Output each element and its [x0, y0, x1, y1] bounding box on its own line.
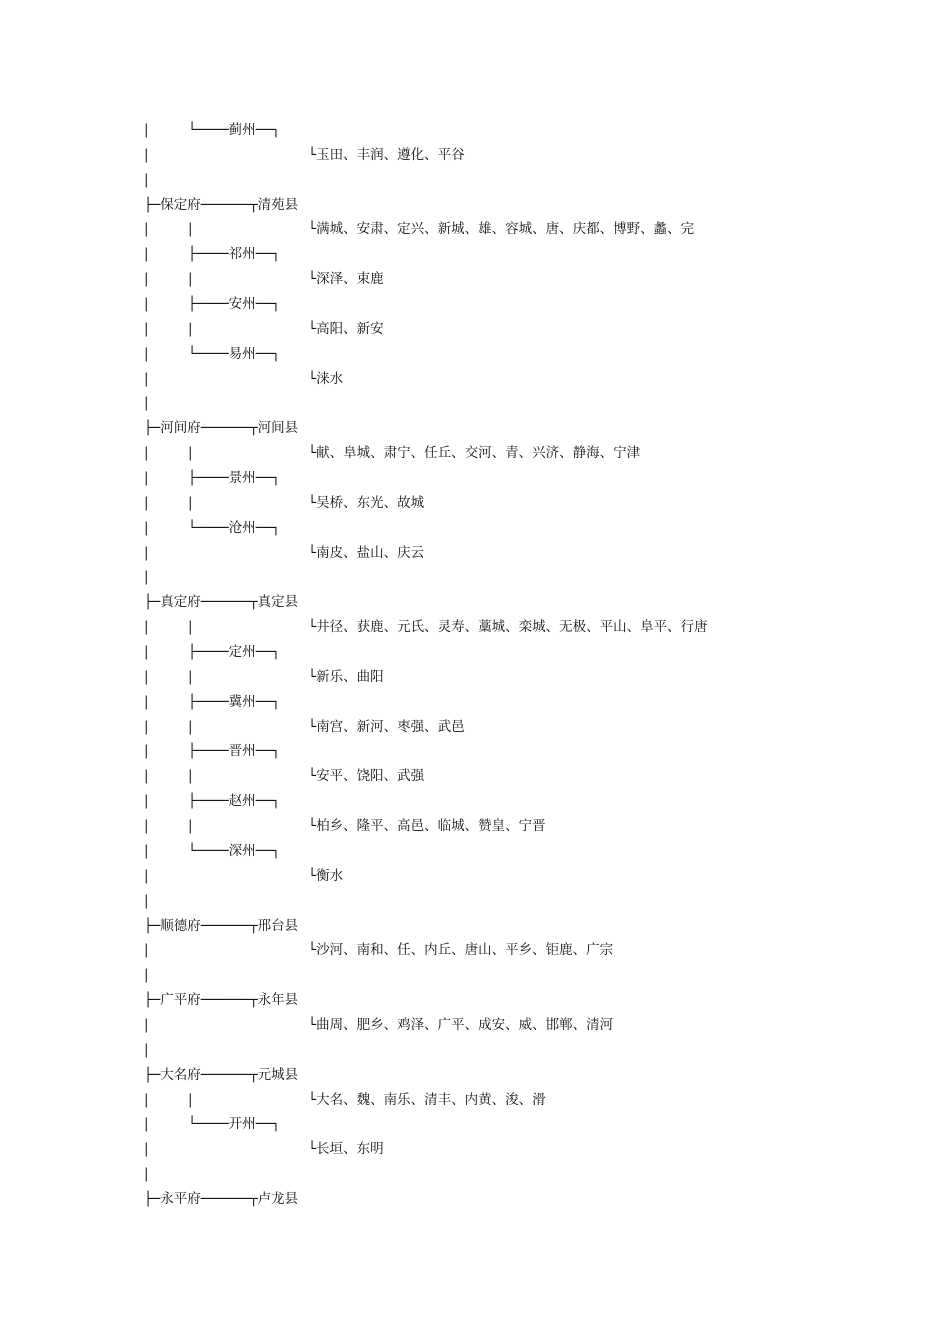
- tree-line: [144, 217, 924, 242]
- tree-line-c1: ├────祁州──┐: [188, 246, 281, 263]
- tree-line: [144, 1137, 924, 1162]
- tree-line-c2: └高阳、新安: [308, 320, 384, 337]
- tree-line: [144, 541, 924, 566]
- tree-line: [144, 193, 924, 218]
- tree-line-c1: ├────晋州──┐: [188, 743, 281, 760]
- tree-line: [144, 640, 924, 665]
- tree-line-c0: |: [144, 644, 149, 661]
- tree-line-c0: ├─广平府──────┬永年县: [144, 992, 299, 1009]
- tree-line: [144, 466, 924, 491]
- tree-line: [144, 491, 924, 516]
- tree-line: [144, 665, 924, 690]
- tree-line-c0: ├─顺德府──────┬邢台县: [144, 917, 299, 934]
- tree-line-c2: └柏乡、隆平、高邑、临城、赞皇、宁晋: [308, 818, 546, 835]
- tree-line-c1: └────深州──┐: [188, 842, 281, 859]
- tree-line: [144, 715, 924, 740]
- tree-line: [144, 1038, 924, 1063]
- tree-line-c2: └沙河、南和、任、内丘、唐山、平乡、钜鹿、广宗: [308, 942, 614, 959]
- tree-line: [144, 292, 924, 317]
- tree-line: [144, 416, 924, 441]
- tree-line-c2: └衡水: [308, 867, 344, 884]
- tree-line-c1: ├────安州──┐: [188, 296, 281, 313]
- tree-line-c0: |: [144, 942, 149, 959]
- tree-line: [144, 143, 924, 168]
- tree-line-c2: └涞水: [308, 370, 344, 387]
- tree-line: [144, 615, 924, 640]
- tree-line-c0: |: [144, 967, 149, 984]
- tree-line-c0: |: [144, 569, 149, 586]
- tree-line: [144, 1063, 924, 1088]
- tree-line-c0: |: [144, 370, 149, 387]
- tree-line-c0: |: [144, 146, 149, 163]
- tree-line: [144, 367, 924, 392]
- tree-line-c0: |: [144, 768, 149, 785]
- tree-line-c0: |: [144, 296, 149, 313]
- tree-line-c0: |: [144, 743, 149, 760]
- tree-line-c1: |: [188, 494, 193, 511]
- tree-line-c1: ├────赵州──┐: [188, 793, 281, 810]
- tree-line: [144, 317, 924, 342]
- tree-line-c0: ├─真定府──────┬真定县: [144, 594, 299, 611]
- tree-line-c1: |: [188, 818, 193, 835]
- tree-line-c1: ├────定州──┐: [188, 644, 281, 661]
- tree-line-c0: |: [144, 1116, 149, 1133]
- tree-line: [144, 391, 924, 416]
- tree-line-c0: |: [144, 867, 149, 884]
- tree-line-c0: |: [144, 122, 149, 138]
- tree-line-c0: ├─保定府──────┬清苑县: [144, 196, 299, 213]
- tree-line-c2: └曲周、肥乡、鸡泽、广平、成安、威、邯郸、清河: [308, 1016, 614, 1033]
- tree-line-c2: └长垣、东明: [308, 1141, 384, 1158]
- tree-line-c0: |: [144, 271, 149, 288]
- tree-line: [144, 690, 924, 715]
- tree-line-c1: ├────冀州──┐: [188, 693, 281, 710]
- tree-line-c0: |: [144, 221, 149, 238]
- tree-line-c1: └────开州──┐: [188, 1116, 281, 1133]
- tree-line: [144, 889, 924, 914]
- tree-line-c2: └深泽、束鹿: [308, 271, 384, 288]
- tree-line: [144, 814, 924, 839]
- tree-line-c0: |: [144, 494, 149, 511]
- tree-line-c0: ├─永平府──────┬卢龙县: [144, 1190, 299, 1207]
- tree-line: [144, 168, 924, 193]
- tree-line-c0: |: [144, 1166, 149, 1183]
- tree-line-c0: |: [144, 1091, 149, 1108]
- tree-line-c0: |: [144, 544, 149, 561]
- tree-line: [144, 565, 924, 590]
- tree-line-c2: └吴桥、东光、故城: [308, 494, 425, 511]
- tree-line-c1: |: [188, 619, 193, 636]
- tree-line: [144, 764, 924, 789]
- tree-line-c0: |: [144, 470, 149, 487]
- tree-line-c0: |: [144, 693, 149, 710]
- tree-line: [144, 342, 924, 367]
- tree-line: [144, 839, 924, 864]
- tree-line: [144, 1187, 924, 1212]
- tree-line-c2: └南宫、新河、枣强、武邑: [308, 718, 465, 735]
- tree-line-c2: └南皮、盐山、庆云: [308, 544, 425, 561]
- tree-line-c0: |: [144, 171, 149, 188]
- tree-line-c2: └玉田、丰润、遵化、平谷: [308, 146, 465, 163]
- tree-line: [144, 789, 924, 814]
- tree-line-c1: ├────景州──┐: [188, 470, 281, 487]
- tree-line: [144, 988, 924, 1013]
- tree-line: [144, 242, 924, 267]
- tree-line-c0: |: [144, 668, 149, 685]
- tree-line-c1: |: [188, 668, 193, 685]
- tree-line-c0: |: [144, 892, 149, 909]
- tree-line: [144, 516, 924, 541]
- tree-line-c0: |: [144, 345, 149, 362]
- tree-line-c0: |: [144, 445, 149, 462]
- tree-line: [144, 118, 924, 143]
- tree-line-c1: |: [188, 221, 193, 238]
- tree-line-c0: |: [144, 320, 149, 337]
- tree-line-c0: |: [144, 1141, 149, 1158]
- tree-line-c0: |: [144, 395, 149, 412]
- tree-line: [144, 1162, 924, 1187]
- tree-line-c0: |: [144, 842, 149, 859]
- tree-line-c2: └安平、饶阳、武强: [308, 768, 425, 785]
- tree-line-c1: └────蓟州──┐: [188, 122, 281, 138]
- tree-line-c1: |: [188, 445, 193, 462]
- tree-line-c0: |: [144, 818, 149, 835]
- tree-line-c0: |: [144, 619, 149, 636]
- tree-line: [144, 590, 924, 615]
- tree-line-c1: |: [188, 271, 193, 288]
- tree-line: [144, 441, 924, 466]
- tree-line: [144, 739, 924, 764]
- tree-line-c0: |: [144, 519, 149, 536]
- tree-line: [144, 1112, 924, 1137]
- tree-line-c0: |: [144, 1041, 149, 1058]
- prefecture-tree: [144, 118, 924, 1212]
- tree-line-c2: └井径、获鹿、元氏、灵寿、藁城、栾城、无极、平山、阜平、行唐: [308, 619, 708, 636]
- tree-line-c2: └新乐、曲阳: [308, 668, 384, 685]
- tree-line-c0: ├─河间府──────┬河间县: [144, 420, 299, 437]
- tree-line-c1: └────易州──┐: [188, 345, 281, 362]
- tree-line: [144, 963, 924, 988]
- tree-line: [144, 1088, 924, 1113]
- tree-line-c1: |: [188, 768, 193, 785]
- tree-line-c0: |: [144, 1016, 149, 1033]
- tree-line-c2: └大名、魏、南乐、清丰、内黄、浚、滑: [308, 1091, 546, 1108]
- tree-line-c0: |: [144, 793, 149, 810]
- tree-line: [144, 938, 924, 963]
- tree-line: [144, 267, 924, 292]
- tree-line: [144, 1013, 924, 1038]
- tree-line-c1: └────沧州──┐: [188, 519, 281, 536]
- tree-line-c0: |: [144, 718, 149, 735]
- tree-line-c0: ├─大名府──────┬元城县: [144, 1066, 299, 1083]
- tree-line-c1: |: [188, 718, 193, 735]
- tree-line-c1: |: [188, 1091, 193, 1108]
- tree-line: [144, 914, 924, 939]
- tree-line-c1: |: [188, 320, 193, 337]
- tree-line-c0: |: [144, 246, 149, 263]
- tree-line-c2: └献、阜城、肃宁、任丘、交河、青、兴济、静海、宁津: [308, 445, 641, 462]
- tree-line-c2: └满城、安肃、定兴、新城、雄、容城、唐、庆都、博野、蠡、完: [308, 221, 695, 238]
- tree-line: [144, 864, 924, 889]
